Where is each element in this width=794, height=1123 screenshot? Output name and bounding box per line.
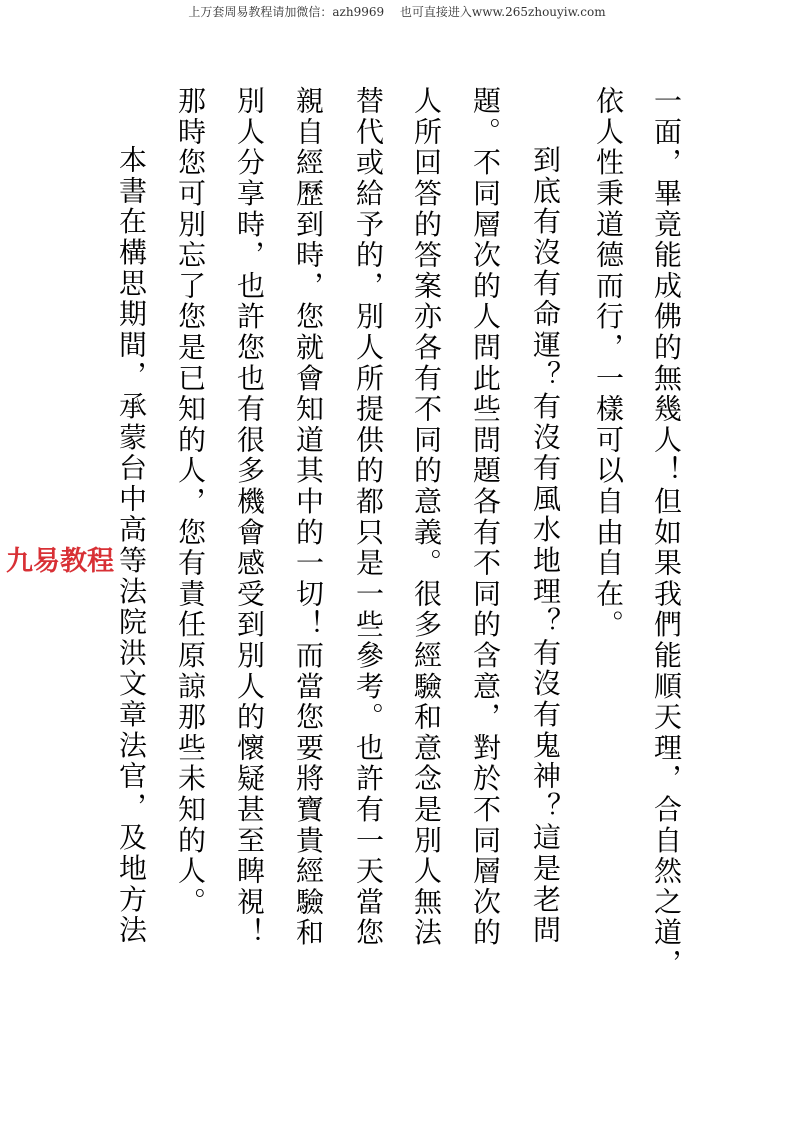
text-column-4: 題。不同層次的人問此些問題各有不同的含意，對於不同層次的 [469, 86, 502, 949]
text-column-9: 那時您可別忘了您是已知的人，您有責任原諒那些未知的人。 [174, 86, 207, 918]
text-column-8: 別人分享時，也許您也有很多機會感受到別人的懷疑甚至睥視！ [233, 86, 266, 949]
text-column-2: 依人性秉道德而行，一樣可以自由自在。 [592, 86, 625, 641]
text-column-7: 親自經歷到時，您就會知道其中的一切！而當您要將寶貴經驗和 [292, 86, 325, 949]
watermark-logo: 九易教程 [6, 546, 114, 577]
text-column-10: 本書在構思期間，承蒙台中高等法院洪文章法官，及地方法 [115, 145, 148, 946]
text-column-3: 到底有沒有命運？有沒有風水地理？有沒有鬼神？這是老問 [529, 145, 562, 946]
page-header: 上万套周易教程请加微信：azh9969 也可直接进入www.265zhouyiw.com [188, 5, 606, 19]
text-column-6: 替代或給予的，別人所提供的都只是一些參考。也許有一天當您 [352, 86, 385, 949]
text-column-1: 一面，畢竟能成佛的無幾人！但如果我們能順天理，合自然之道， [650, 86, 683, 980]
text-column-5: 人所回答的答案亦各有不同的意義。很多經驗和意念是別人無法 [410, 86, 443, 949]
